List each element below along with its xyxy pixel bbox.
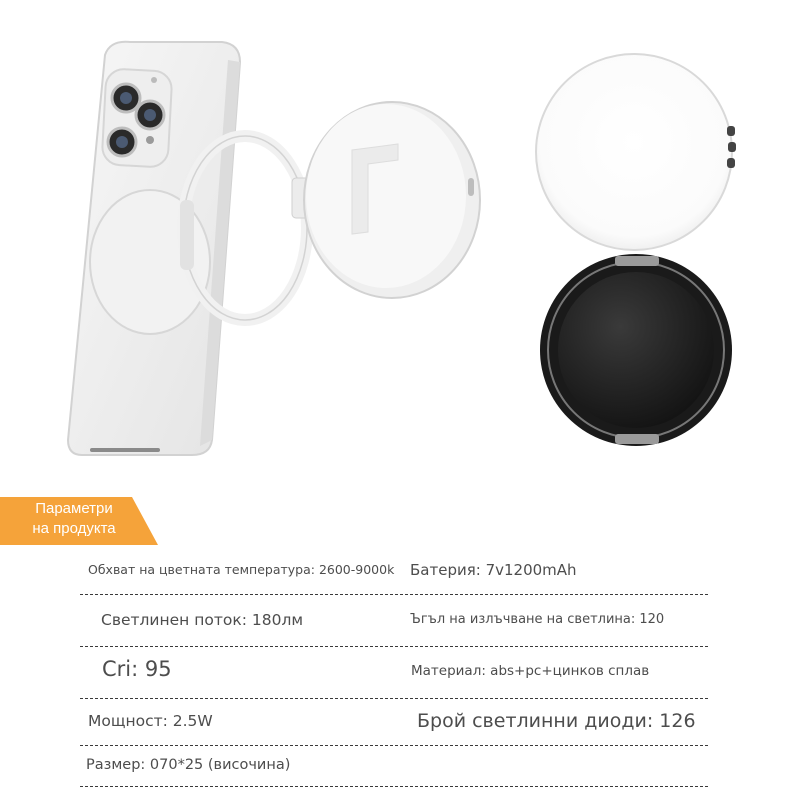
row-divider	[80, 786, 708, 787]
section-badge-line2: на продукта	[32, 520, 116, 537]
spec-material: Материал: abs+pc+цинков сплав	[411, 663, 650, 679]
spec-color-temp: Обхват на цветната температура: 2600-9000k	[88, 562, 395, 577]
spec-power: Мощност: 2.5W	[88, 712, 213, 730]
row-divider	[80, 745, 708, 746]
row-divider	[80, 594, 708, 595]
spec-battery: Батерия: 7v1200mAh	[410, 561, 577, 579]
spec-led-count: Брой светлинни диоди: 126	[417, 710, 696, 732]
spec-luminous-flux: Светлинен поток: 180лм	[101, 611, 304, 629]
spec-size: Размер: 070*25 (височина)	[86, 757, 291, 773]
spec-cri: Cri: 95	[102, 657, 172, 681]
section-badge-text	[0, 499, 148, 539]
fill-light-closed	[304, 102, 480, 298]
phone	[68, 42, 240, 455]
section-badge-line1: Параметри	[35, 500, 113, 517]
fill-light-open	[536, 54, 736, 446]
row-divider	[80, 698, 708, 699]
spec-beam-angle: Ъгъл на излъчване на светлина: 120	[410, 612, 665, 627]
row-divider	[80, 646, 708, 647]
